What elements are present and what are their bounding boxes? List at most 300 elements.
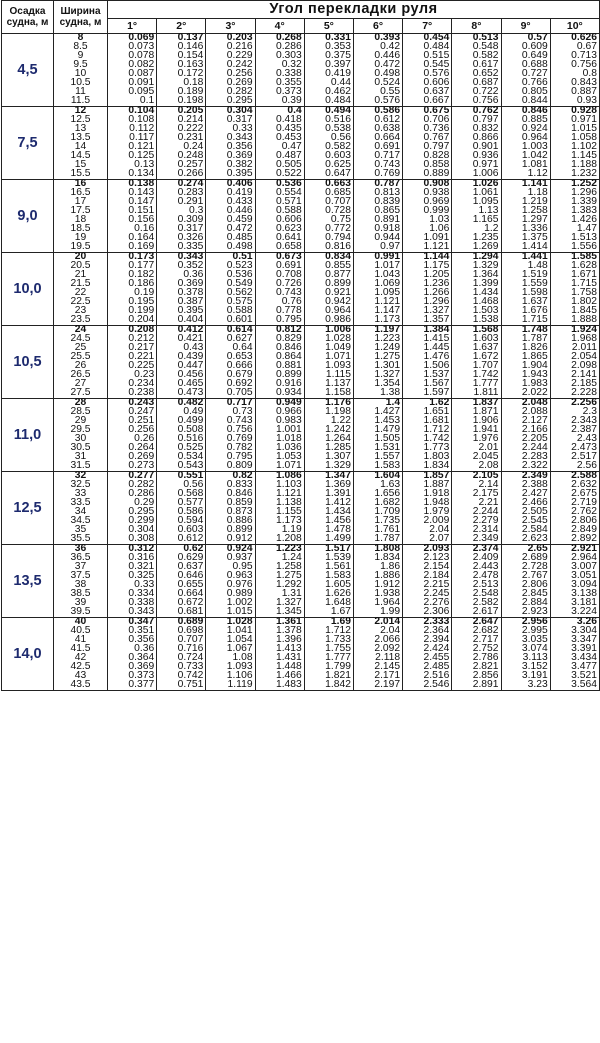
heel-value: 2.806 <box>501 581 550 590</box>
heel-value: 2.588 <box>550 472 599 482</box>
heel-value: 0.733 <box>157 663 206 672</box>
heel-value: 2.011 <box>550 344 599 353</box>
heel-value: 1.121 <box>403 243 452 253</box>
heel-value: 0.575 <box>206 298 255 307</box>
heel-value: 2.466 <box>501 499 550 508</box>
width-value: 14.5 <box>54 152 108 161</box>
width-value: 29 <box>54 417 108 426</box>
heel-value: 2.689 <box>501 554 550 563</box>
width-value: 9 <box>54 52 108 61</box>
width-value: 24.5 <box>54 335 108 344</box>
table-title: Угол перекладки руля <box>108 1 600 19</box>
heel-value: 2.821 <box>452 663 501 672</box>
heel-value: 1.414 <box>501 243 550 253</box>
heel-value: 1.069 <box>353 280 402 289</box>
heel-value: 1.466 <box>255 672 304 681</box>
heel-value: 2.123 <box>403 554 452 563</box>
heel-value: 0.95 <box>206 563 255 572</box>
angle-header: 10° <box>550 18 599 33</box>
heel-value: 0.692 <box>206 380 255 389</box>
heel-value: 1.06 <box>403 225 452 234</box>
heel-table <box>1 0 600 691</box>
heel-value: 1.918 <box>403 490 452 499</box>
table-row <box>2 681 600 691</box>
heel-value: 2.717 <box>452 636 501 645</box>
heel-value: 1.453 <box>353 417 402 426</box>
heel-value: 0.582 <box>452 52 501 61</box>
heel-value: 0.091 <box>108 79 157 88</box>
heel-value: 0.198 <box>157 97 206 107</box>
heel-value: 2.478 <box>452 572 501 581</box>
heel-value: 1.413 <box>255 645 304 654</box>
heel-value: 0.439 <box>157 353 206 362</box>
width-value: 42 <box>54 654 108 663</box>
heel-value: 2.092 <box>353 645 402 654</box>
heel-value: 0.513 <box>452 34 501 44</box>
heel-value: 0.356 <box>108 636 157 645</box>
angle-header: 1° <box>108 18 157 33</box>
heel-value: 0.708 <box>255 271 304 280</box>
heel-value: 1.583 <box>304 572 353 581</box>
heel-value: 0.33 <box>108 581 157 590</box>
heel-value: 1.258 <box>501 207 550 216</box>
heel-value: 1.2 <box>452 225 501 234</box>
heel-value: 1.339 <box>550 198 599 207</box>
heel-value: 0.19 <box>108 289 157 298</box>
heel-value: 1.103 <box>255 481 304 490</box>
heel-value: 0.859 <box>206 499 255 508</box>
heel-value: 2.245 <box>403 590 452 599</box>
heel-value: 1.802 <box>550 298 599 307</box>
heel-value: 1.583 <box>353 462 402 472</box>
heel-value: 1.071 <box>304 353 353 362</box>
heel-value: 1.672 <box>452 353 501 362</box>
heel-value: 1.799 <box>304 663 353 672</box>
draft-value: 11,0 <box>2 399 54 472</box>
heel-value: 2.719 <box>550 499 599 508</box>
heel-value: 0.687 <box>452 79 501 88</box>
heel-value: 0.901 <box>452 143 501 152</box>
heel-value: 0.912 <box>206 535 255 545</box>
width-value: 23.5 <box>54 316 108 326</box>
heel-value: 1.329 <box>452 262 501 271</box>
width-value: 29.5 <box>54 426 108 435</box>
heel-value: 1.275 <box>255 572 304 581</box>
heel-value: 2.584 <box>501 526 550 535</box>
heel-value: 0.435 <box>255 125 304 134</box>
heel-value: 2.066 <box>353 636 402 645</box>
heel-value: 1.006 <box>452 170 501 180</box>
heel-value: 0.351 <box>108 627 157 636</box>
heel-value: 0.487 <box>255 152 304 161</box>
heel-value: 1.093 <box>206 663 255 672</box>
heel-value: 0.498 <box>353 70 402 79</box>
heel-value: 0.652 <box>452 70 501 79</box>
heel-value: 0.498 <box>206 243 255 253</box>
heel-value: 1.506 <box>403 362 452 371</box>
heel-value: 0.685 <box>304 189 353 198</box>
heel-value: 2.07 <box>403 535 452 545</box>
heel-value: 1.626 <box>304 590 353 599</box>
heel-value: 2.632 <box>550 481 599 490</box>
draft-value: 7,5 <box>2 107 54 180</box>
heel-value: 1.648 <box>304 599 353 608</box>
heel-value: 2.849 <box>550 526 599 535</box>
heel-value: 1.158 <box>304 389 353 399</box>
heel-value: 0.899 <box>255 371 304 380</box>
heel-value: 1.086 <box>255 472 304 482</box>
heel-value: 1.434 <box>452 289 501 298</box>
heel-value: 1.347 <box>304 472 353 482</box>
heel-value: 1.003 <box>501 143 550 152</box>
width-value: 12.5 <box>54 116 108 125</box>
heel-value: 3.152 <box>501 663 550 672</box>
heel-value: 0.918 <box>353 225 402 234</box>
heel-value: 1.198 <box>304 408 353 417</box>
heel-value: 0.256 <box>108 426 157 435</box>
heel-value: 0.706 <box>403 116 452 125</box>
heel-value: 0.551 <box>157 472 206 482</box>
heel-value: 0.646 <box>157 572 206 581</box>
width-value: 24 <box>54 326 108 336</box>
heel-value: 0.26 <box>108 435 157 444</box>
heel-value: 0.51 <box>206 253 255 263</box>
heel-value: 0.43 <box>157 344 206 353</box>
heel-value: 0.976 <box>206 581 255 590</box>
heel-value: 1.47 <box>550 225 599 234</box>
heel-value: 0.338 <box>108 599 157 608</box>
width-value: 21 <box>54 271 108 280</box>
heel-value: 0.769 <box>353 170 402 180</box>
heel-value: 0.377 <box>108 681 157 691</box>
heel-value: 0.472 <box>353 61 402 70</box>
angle-header: 7° <box>403 18 452 33</box>
heel-value: 2.956 <box>501 618 550 628</box>
width-value: 8.5 <box>54 43 108 52</box>
heel-value: 1.345 <box>255 608 304 618</box>
heel-value: 1.886 <box>353 572 402 581</box>
width-value: 28.5 <box>54 408 108 417</box>
heel-value: 2.048 <box>501 399 550 409</box>
heel-value: 0.638 <box>353 125 402 134</box>
heel-value: 0.647 <box>304 170 353 180</box>
heel-value: 2.964 <box>550 554 599 563</box>
heel-value: 1.483 <box>255 681 304 691</box>
heel-value: 2.43 <box>550 435 599 444</box>
width-value: 27 <box>54 380 108 389</box>
heel-value: 0.516 <box>304 116 353 125</box>
heel-value: 0.716 <box>157 645 206 654</box>
heel-value: 2.14 <box>452 481 501 490</box>
heel-value: 1.505 <box>353 435 402 444</box>
heel-value: 1.598 <box>501 289 550 298</box>
width-value: 39.5 <box>54 608 108 618</box>
heel-value: 0.899 <box>206 526 255 535</box>
heel-value: 1.095 <box>452 198 501 207</box>
heel-value: 2.276 <box>403 599 452 608</box>
heel-value: 1.296 <box>550 189 599 198</box>
heel-value: 0.268 <box>255 34 304 44</box>
heel-value: 0.234 <box>108 380 157 389</box>
heel-value: 3.191 <box>501 672 550 681</box>
heel-value: 0.169 <box>108 243 157 253</box>
width-value: 30.5 <box>54 444 108 453</box>
heel-value: 0.44 <box>304 79 353 88</box>
width-value: 18.5 <box>54 225 108 234</box>
heel-value: 1.441 <box>501 253 550 263</box>
heel-value: 0.641 <box>255 234 304 243</box>
heel-value: 0.891 <box>353 216 402 225</box>
heel-value: 0.419 <box>206 189 255 198</box>
heel-value: 0.637 <box>157 563 206 572</box>
heel-value: 3.564 <box>550 681 599 691</box>
heel-value: 2.617 <box>452 608 501 618</box>
heel-value: 0.173 <box>108 253 157 263</box>
heel-value: 0.767 <box>403 134 452 143</box>
heel-value: 2.546 <box>403 681 452 691</box>
heel-value: 0.983 <box>255 417 304 426</box>
draft-value: 14,0 <box>2 618 54 691</box>
heel-value: 2.349 <box>452 535 501 545</box>
width-value: 43 <box>54 672 108 681</box>
heel-value: 0.936 <box>452 152 501 161</box>
heel-value: 1.538 <box>452 316 501 326</box>
width-value: 41.5 <box>54 645 108 654</box>
heel-value: 1.015 <box>550 125 599 134</box>
heel-value: 0.378 <box>157 289 206 298</box>
width-value: 26 <box>54 362 108 371</box>
heel-value: 0.303 <box>255 52 304 61</box>
heel-value: 0.787 <box>353 180 402 190</box>
heel-value: 0.418 <box>255 116 304 125</box>
heel-value: 0.964 <box>501 134 550 143</box>
heel-value: 1.115 <box>304 371 353 380</box>
heel-value: 0.494 <box>304 107 353 117</box>
heel-value: 0.713 <box>550 52 599 61</box>
heel-value: 0.707 <box>157 636 206 645</box>
heel-value: 0.844 <box>501 97 550 107</box>
heel-value: 1.427 <box>353 408 402 417</box>
heel-value: 1.857 <box>403 472 452 482</box>
draft-value: 13,5 <box>2 545 54 618</box>
heel-value: 0.369 <box>108 663 157 672</box>
heel-value: 0.433 <box>206 198 255 207</box>
heel-value: 1.559 <box>501 280 550 289</box>
heel-value: 0.964 <box>304 307 353 316</box>
width-value: 11 <box>54 88 108 97</box>
heel-value: 0.459 <box>206 216 255 225</box>
heel-value: 0.186 <box>108 280 157 289</box>
heel-value: 1.979 <box>403 508 452 517</box>
heel-value: 0.938 <box>403 189 452 198</box>
heel-value: 0.937 <box>206 554 255 563</box>
heel-value: 1.145 <box>550 152 599 161</box>
heel-value: 2.171 <box>353 672 402 681</box>
heel-value: 1.478 <box>304 526 353 535</box>
heel-value: 3.434 <box>550 654 599 663</box>
heel-value: 1.18 <box>501 189 550 198</box>
heel-value: 0.199 <box>108 307 157 316</box>
heel-value: 0.545 <box>403 61 452 70</box>
heel-value: 1.053 <box>255 453 304 462</box>
heel-value: 2.185 <box>550 380 599 389</box>
heel-value: 1.943 <box>501 371 550 380</box>
heel-value: 0.484 <box>304 97 353 107</box>
width-value: 34.5 <box>54 517 108 526</box>
heel-value: 0.395 <box>206 170 255 180</box>
heel-value: 0.295 <box>206 97 255 107</box>
width-value: 28 <box>54 399 108 409</box>
heel-value: 0.672 <box>157 599 206 608</box>
heel-value: 0.658 <box>255 243 304 253</box>
heel-value: 1.948 <box>403 499 452 508</box>
heel-value: 0.369 <box>157 280 206 289</box>
heel-value: 0.667 <box>403 97 452 107</box>
heel-value: 0.36 <box>157 271 206 280</box>
heel-value: 1.476 <box>403 353 452 362</box>
heel-value: 1.4 <box>353 399 402 409</box>
angle-header: 9° <box>501 18 550 33</box>
heel-value: 0.47 <box>255 143 304 152</box>
heel-value: 1.223 <box>255 545 304 555</box>
heel-value: 1.301 <box>353 362 402 371</box>
heel-value: 0.412 <box>157 326 206 336</box>
width-value: 20 <box>54 253 108 263</box>
heel-value: 1.138 <box>255 499 304 508</box>
heel-value: 1.292 <box>255 581 304 590</box>
heel-value: 0.42 <box>353 43 402 52</box>
heel-value: 0.36 <box>108 645 157 654</box>
heel-value: 1.235 <box>452 234 501 243</box>
heel-value: 3.094 <box>550 581 599 590</box>
width-value: 37.5 <box>54 572 108 581</box>
heel-value: 2.04 <box>403 526 452 535</box>
heel-value: 0.606 <box>403 79 452 88</box>
heel-value: 0.582 <box>304 143 353 152</box>
heel-value: 1.709 <box>353 508 402 517</box>
heel-value: 0.251 <box>108 417 157 426</box>
heel-value: 0.421 <box>157 335 206 344</box>
heel-value: 0.32 <box>255 61 304 70</box>
heel-value: 0.484 <box>403 43 452 52</box>
heel-value: 2.228 <box>550 389 599 399</box>
heel-value: 1.888 <box>550 316 599 326</box>
heel-value: 2.364 <box>403 627 452 636</box>
heel-value: 2.582 <box>452 599 501 608</box>
heel-value: 1.628 <box>550 262 599 271</box>
heel-value: 1.448 <box>255 663 304 672</box>
heel-value: 2.682 <box>452 627 501 636</box>
heel-value: 0.675 <box>403 107 452 117</box>
heel-value: 1.479 <box>353 426 402 435</box>
heel-value: 1.384 <box>403 326 452 336</box>
heel-value: 2.054 <box>550 353 599 362</box>
heel-value: 0.756 <box>550 61 599 70</box>
heel-value: 0.609 <box>501 43 550 52</box>
heel-value: 0.809 <box>206 462 255 472</box>
heel-value: 0.134 <box>108 170 157 180</box>
width-value: 9.5 <box>54 61 108 70</box>
width-value: 25.5 <box>54 353 108 362</box>
heel-value: 2.098 <box>550 362 599 371</box>
heel-value: 1.242 <box>304 426 353 435</box>
heel-value: 0.524 <box>353 79 402 88</box>
width-value: 36 <box>54 545 108 555</box>
heel-value: 1.671 <box>550 271 599 280</box>
heel-value: 1.028 <box>304 335 353 344</box>
heel-value: 1.983 <box>501 380 550 389</box>
heel-value: 1.018 <box>255 435 304 444</box>
heel-value: 1.121 <box>353 298 402 307</box>
heel-value: 0.889 <box>403 170 452 180</box>
heel-value: 0.705 <box>206 389 255 399</box>
heel-value: 2.752 <box>452 645 501 654</box>
heel-value: 2.014 <box>353 618 402 628</box>
heel-value: 0.881 <box>255 362 304 371</box>
heel-value: 0.317 <box>157 225 206 234</box>
heel-value: 0.664 <box>353 134 402 143</box>
heel-value: 0.229 <box>206 52 255 61</box>
heel-value: 0.299 <box>108 517 157 526</box>
heel-value: 2.995 <box>501 627 550 636</box>
width-value: 32.5 <box>54 481 108 490</box>
heel-value: 0.873 <box>206 508 255 517</box>
heel-value: 0.13 <box>108 161 157 170</box>
heel-value: 0.93 <box>550 97 599 107</box>
heel-value: 0.419 <box>304 70 353 79</box>
heel-value: 0.8 <box>550 70 599 79</box>
heel-value: 0.316 <box>108 554 157 563</box>
heel-value: 1.106 <box>206 672 255 681</box>
heel-value: 0.832 <box>452 125 501 134</box>
heel-value: 1.208 <box>255 535 304 545</box>
heel-value: 0.404 <box>157 316 206 326</box>
width-value: 16 <box>54 180 108 190</box>
heel-value: 2.306 <box>403 608 452 618</box>
heel-value: 0.516 <box>157 435 206 444</box>
heel-value: 2.145 <box>353 663 402 672</box>
heel-value: 0.447 <box>157 362 206 371</box>
heel-value: 0.743 <box>255 289 304 298</box>
heel-value: 1.19 <box>255 526 304 535</box>
heel-value: 0.18 <box>157 79 206 88</box>
heel-value: 2.184 <box>403 572 452 581</box>
heel-value: 0.812 <box>255 326 304 336</box>
heel-value: 1.001 <box>255 426 304 435</box>
heel-value: 1.22 <box>304 417 353 426</box>
heel-value: 0.485 <box>206 234 255 243</box>
heel-value: 1.24 <box>255 554 304 563</box>
heel-value: 0.756 <box>452 97 501 107</box>
heel-value: 1.787 <box>501 335 550 344</box>
heel-value: 0.212 <box>108 335 157 344</box>
heel-value: 0.304 <box>206 107 255 117</box>
width-value: 20.5 <box>54 262 108 271</box>
heel-value: 1.712 <box>403 426 452 435</box>
width-value: 43.5 <box>54 681 108 691</box>
heel-value: 0.334 <box>108 590 157 599</box>
heel-value: 0.499 <box>157 417 206 426</box>
heel-value: 0.154 <box>157 52 206 61</box>
heel-value: 3.521 <box>550 672 599 681</box>
heel-value: 0.949 <box>255 399 304 409</box>
heel-value: 2.647 <box>452 618 501 628</box>
heel-value: 1.296 <box>403 298 452 307</box>
heel-value: 1.787 <box>353 535 402 545</box>
heel-value: 2.409 <box>452 554 501 563</box>
angle-header: 8° <box>452 18 501 33</box>
heel-value: 0.966 <box>255 408 304 417</box>
